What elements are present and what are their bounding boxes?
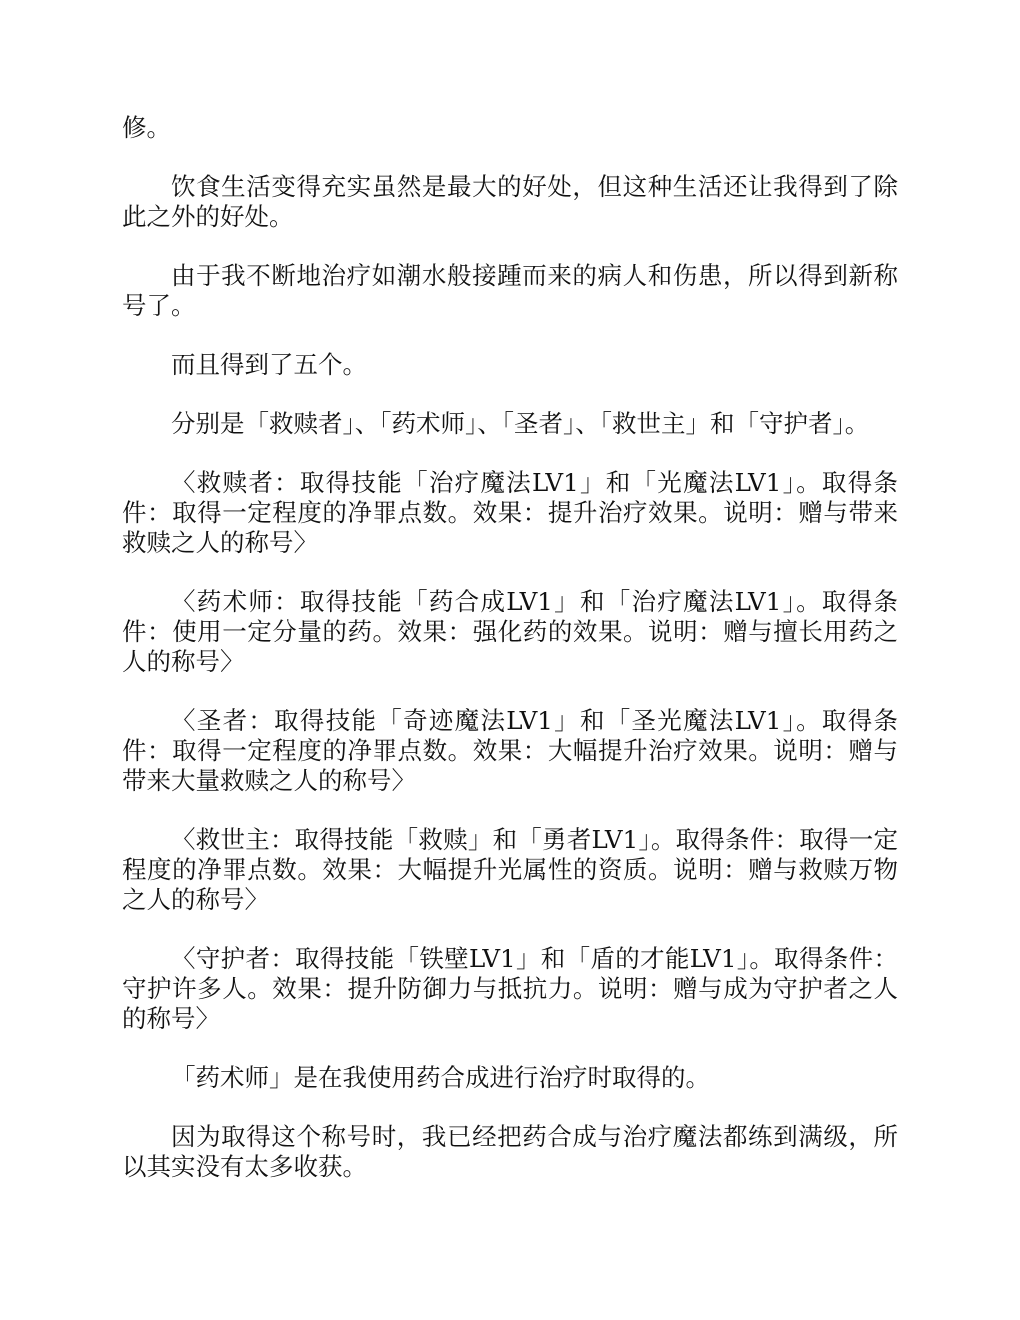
paragraph-title-pharmacist: 〈药术师：取得技能「药合成LV1」和「治疗魔法LV1」。取得条件：使用一定分量的药。效果：强化药的效果。说明：赠与擅长用药之人的称号〉 — [122, 587, 898, 676]
paragraph-no-gain: 因为取得这个称号时，我已经把药合成与治疗魔法都练到满级，所以其实没有太多收获。 — [122, 1122, 898, 1181]
paragraph-benefits: 饮食生活变得充实虽然是最大的好处，但这种生活还让我得到了除此之外的好处。 — [122, 172, 898, 231]
paragraph-title-redeemer: 〈救赎者：取得技能「治疗魔法LV1」和「光魔法LV1」。取得条件：取得一定程度的净罪点数。效果：提升治疗效果。说明：赠与带来救赎之人的称号〉 — [122, 468, 898, 557]
paragraph-pharmacist-origin: 「药术师」是在我使用药合成进行治疗时取得的。 — [171, 1063, 710, 1092]
paragraph-new-titles: 由于我不断地治疗如潮水般接踵而来的病人和伤患，所以得到新称号了。 — [122, 261, 898, 320]
paragraph-title-list: 分别是「救赎者」、「药术师」、「圣者」、「救世主」和「守护者」。 — [171, 409, 870, 438]
paragraph-title-saint: 〈圣者：取得技能「奇迹魔法LV1」和「圣光魔法LV1」。取得条件：取得一定程度的净罪点数。效果：大幅提升治疗效果。说明：赠与带来大量救赎之人的称号〉 — [122, 706, 898, 795]
paragraph-title-guardian: 〈守护者：取得技能「铁壁LV1」和「盾的才能LV1」。取得条件：守护许多人。效果：提升防御力与抵抗力。说明：赠与成为守护者之人的称号〉 — [122, 944, 898, 1033]
document-page — [122, 113, 898, 1211]
paragraph-continuation: 修。 — [122, 113, 171, 142]
paragraph-five-titles: 而且得到了五个。 — [171, 350, 367, 379]
paragraph-title-savior: 〈救世主：取得技能「救赎」和「勇者LV1」。取得条件：取得一定程度的净罪点数。效果：大幅提升光属性的资质。说明：赠与救赎万物之人的称号〉 — [122, 825, 898, 914]
